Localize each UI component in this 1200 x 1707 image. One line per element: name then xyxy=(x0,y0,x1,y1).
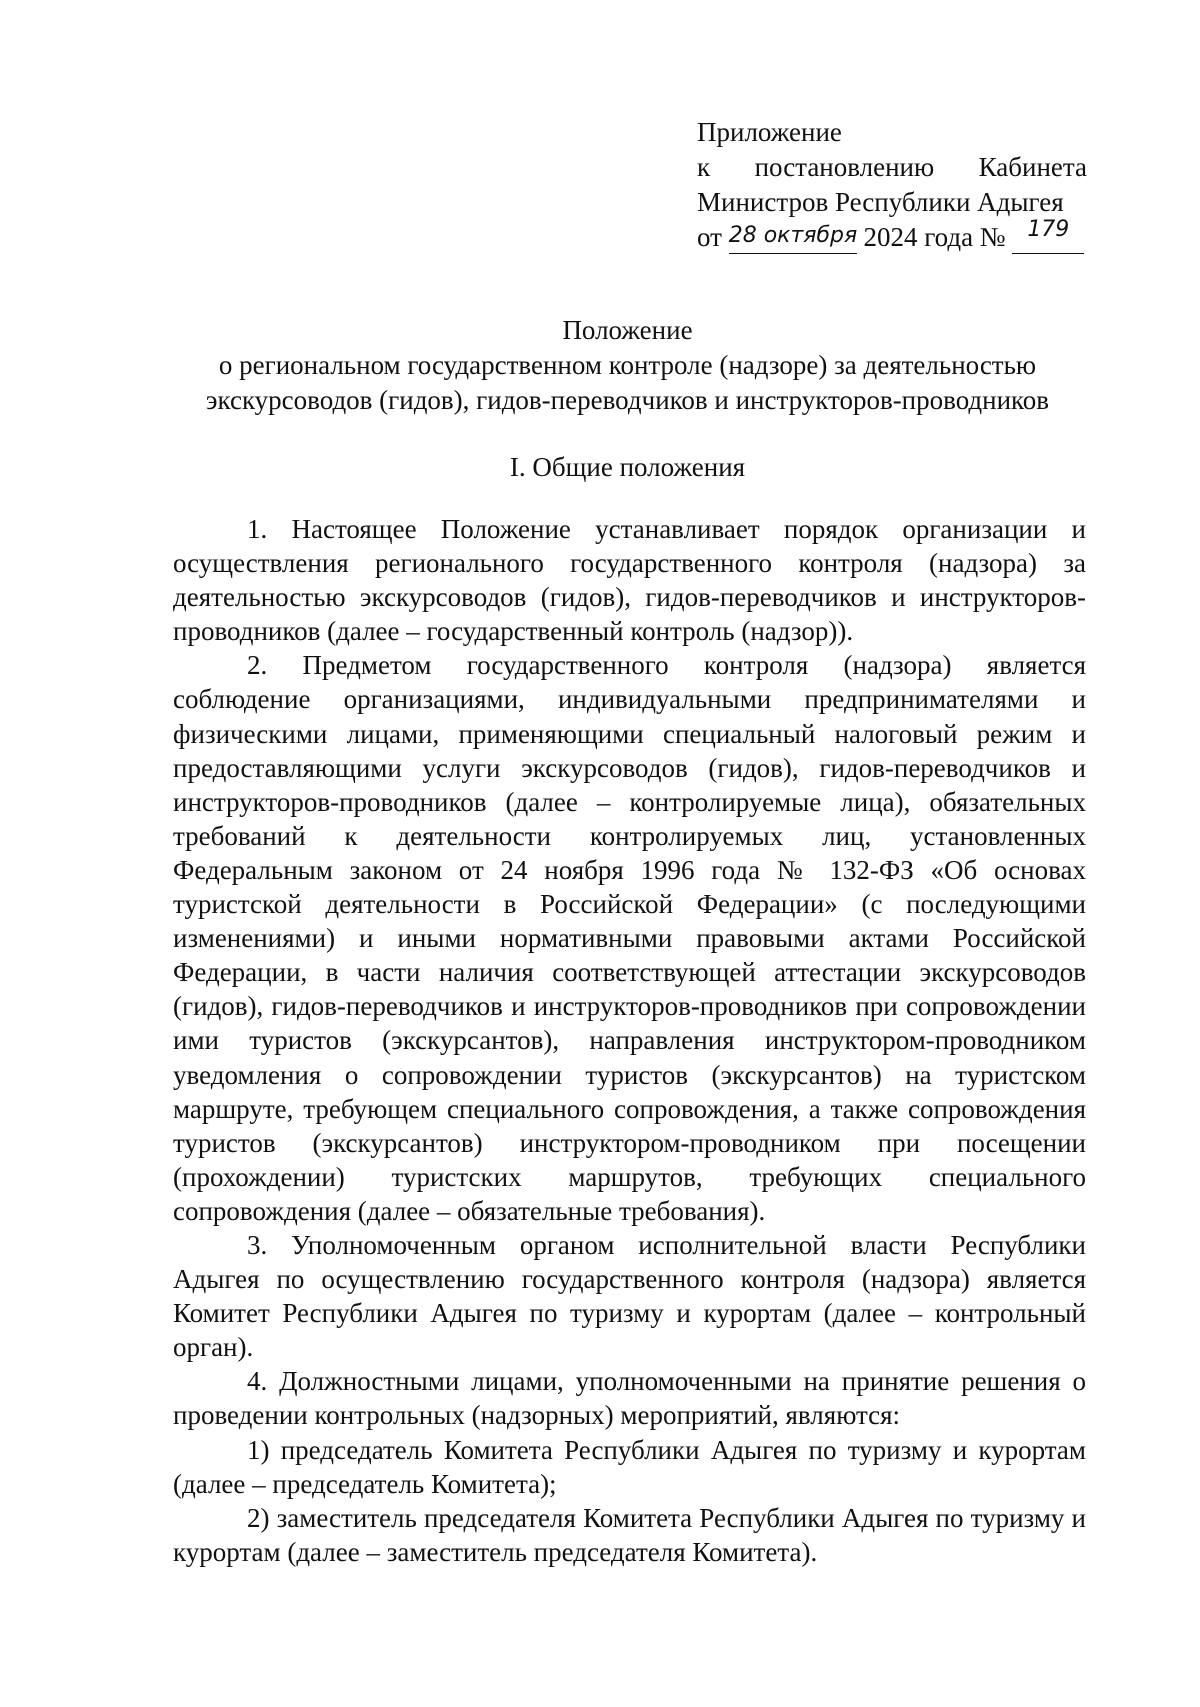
appendix-date-line xyxy=(697,217,1087,255)
title-line-3: экскурсоводов (гидов), гидов-переводчиков и инструкторов-проводников xyxy=(205,385,1050,415)
handwritten-date: 28 октября xyxy=(728,223,858,248)
number-blank xyxy=(1012,217,1084,254)
appendix-line-resolution xyxy=(697,150,1087,185)
handwritten-number: 179 xyxy=(1027,217,1070,242)
date-blank xyxy=(729,224,857,254)
body-text xyxy=(173,512,1086,1569)
paragraph-4-item-1: 1) председатель Комитета Республики Адыгея по туризму и курортам (далее – председатель Комитета); xyxy=(173,1434,1086,1499)
appendix-word-resolution: постановлению xyxy=(754,152,935,182)
title-line-2: о региональном государственном контроле (надзоре) за деятельностью xyxy=(218,350,1037,380)
appendix-title: Приложение xyxy=(697,117,842,147)
paragraph-4-item-2: 2) заместитель председателя Комитета Республики Адыгея по туризму и курортам (далее – заместитель председателя Комитета). xyxy=(173,1502,1086,1567)
paragraph-4: 4. Должностными лицами, уполномоченными на принятие решения о проведении контрольных (надзорных) мероприятий, являются: xyxy=(173,1366,1086,1431)
appendix-word-cabinet: Кабинета xyxy=(978,152,1087,182)
appendix-block xyxy=(697,115,1087,255)
paragraph-1: 1. Настоящее Положение устанавливает порядок организации и осуществления регионального государственного контроля (надзора) за деятельностью экскурсоводов (гидов), гидов-переводчиков и инструкторов-проводников (далее – государственный контроль (надзор)). xyxy=(173,514,1086,647)
paragraph-2: 2. Предметом государственного контроля (надзора) является соблюдение организациями, индивидуальными предпринимателями и физическими лицами, применяющими специальный налоговый режим и предоставляющими услуги экскурсоводов (гидов), гидов-переводчиков и инструкторов-проводников (далее – контролируемые лица), обязательных требований к деятельности контролируемых лиц, установленных Федеральным законом от 24 ноября 1996 года № 132-ФЗ «Об основах туристской деятельности в Российской Федерации» (с последующими изменениями) и иными нормативными правовыми актами Российской Федерации, в части наличия соответствующей аттестации экскурсоводов (гидов), гидов-переводчиков и инструкторов-проводников при сопровождении ими туристов (экскурсантов), направления инструктором-проводником уведомления о сопровождении туристов (экскурсантов) на туристском маршруте, требующем специального сопровождения, а также сопровождения туристов (экскурсантов) инструктором-проводником при посещении (прохождении) туристских маршрутов, требующих специального сопровождения (далее – обязательные требования). xyxy=(173,650,1086,1226)
appendix-ministers: Министров Республики Адыгея xyxy=(697,187,1064,217)
section-heading: I. Общие положения xyxy=(509,452,746,482)
document-title xyxy=(170,313,1085,418)
paragraph-3: 3. Уполномоченным органом исполнительной власти Республики Адыгея по осуществлению государственного контроля (надзора) является Комитет Республики Адыгея по туризму и курортам (далее – контрольный орган). xyxy=(173,1229,1086,1363)
title-line-1: Положение xyxy=(562,315,693,345)
date-prefix: от xyxy=(697,222,722,252)
appendix-word-k: к xyxy=(697,152,711,182)
year-text: 2024 года № xyxy=(863,222,1006,252)
